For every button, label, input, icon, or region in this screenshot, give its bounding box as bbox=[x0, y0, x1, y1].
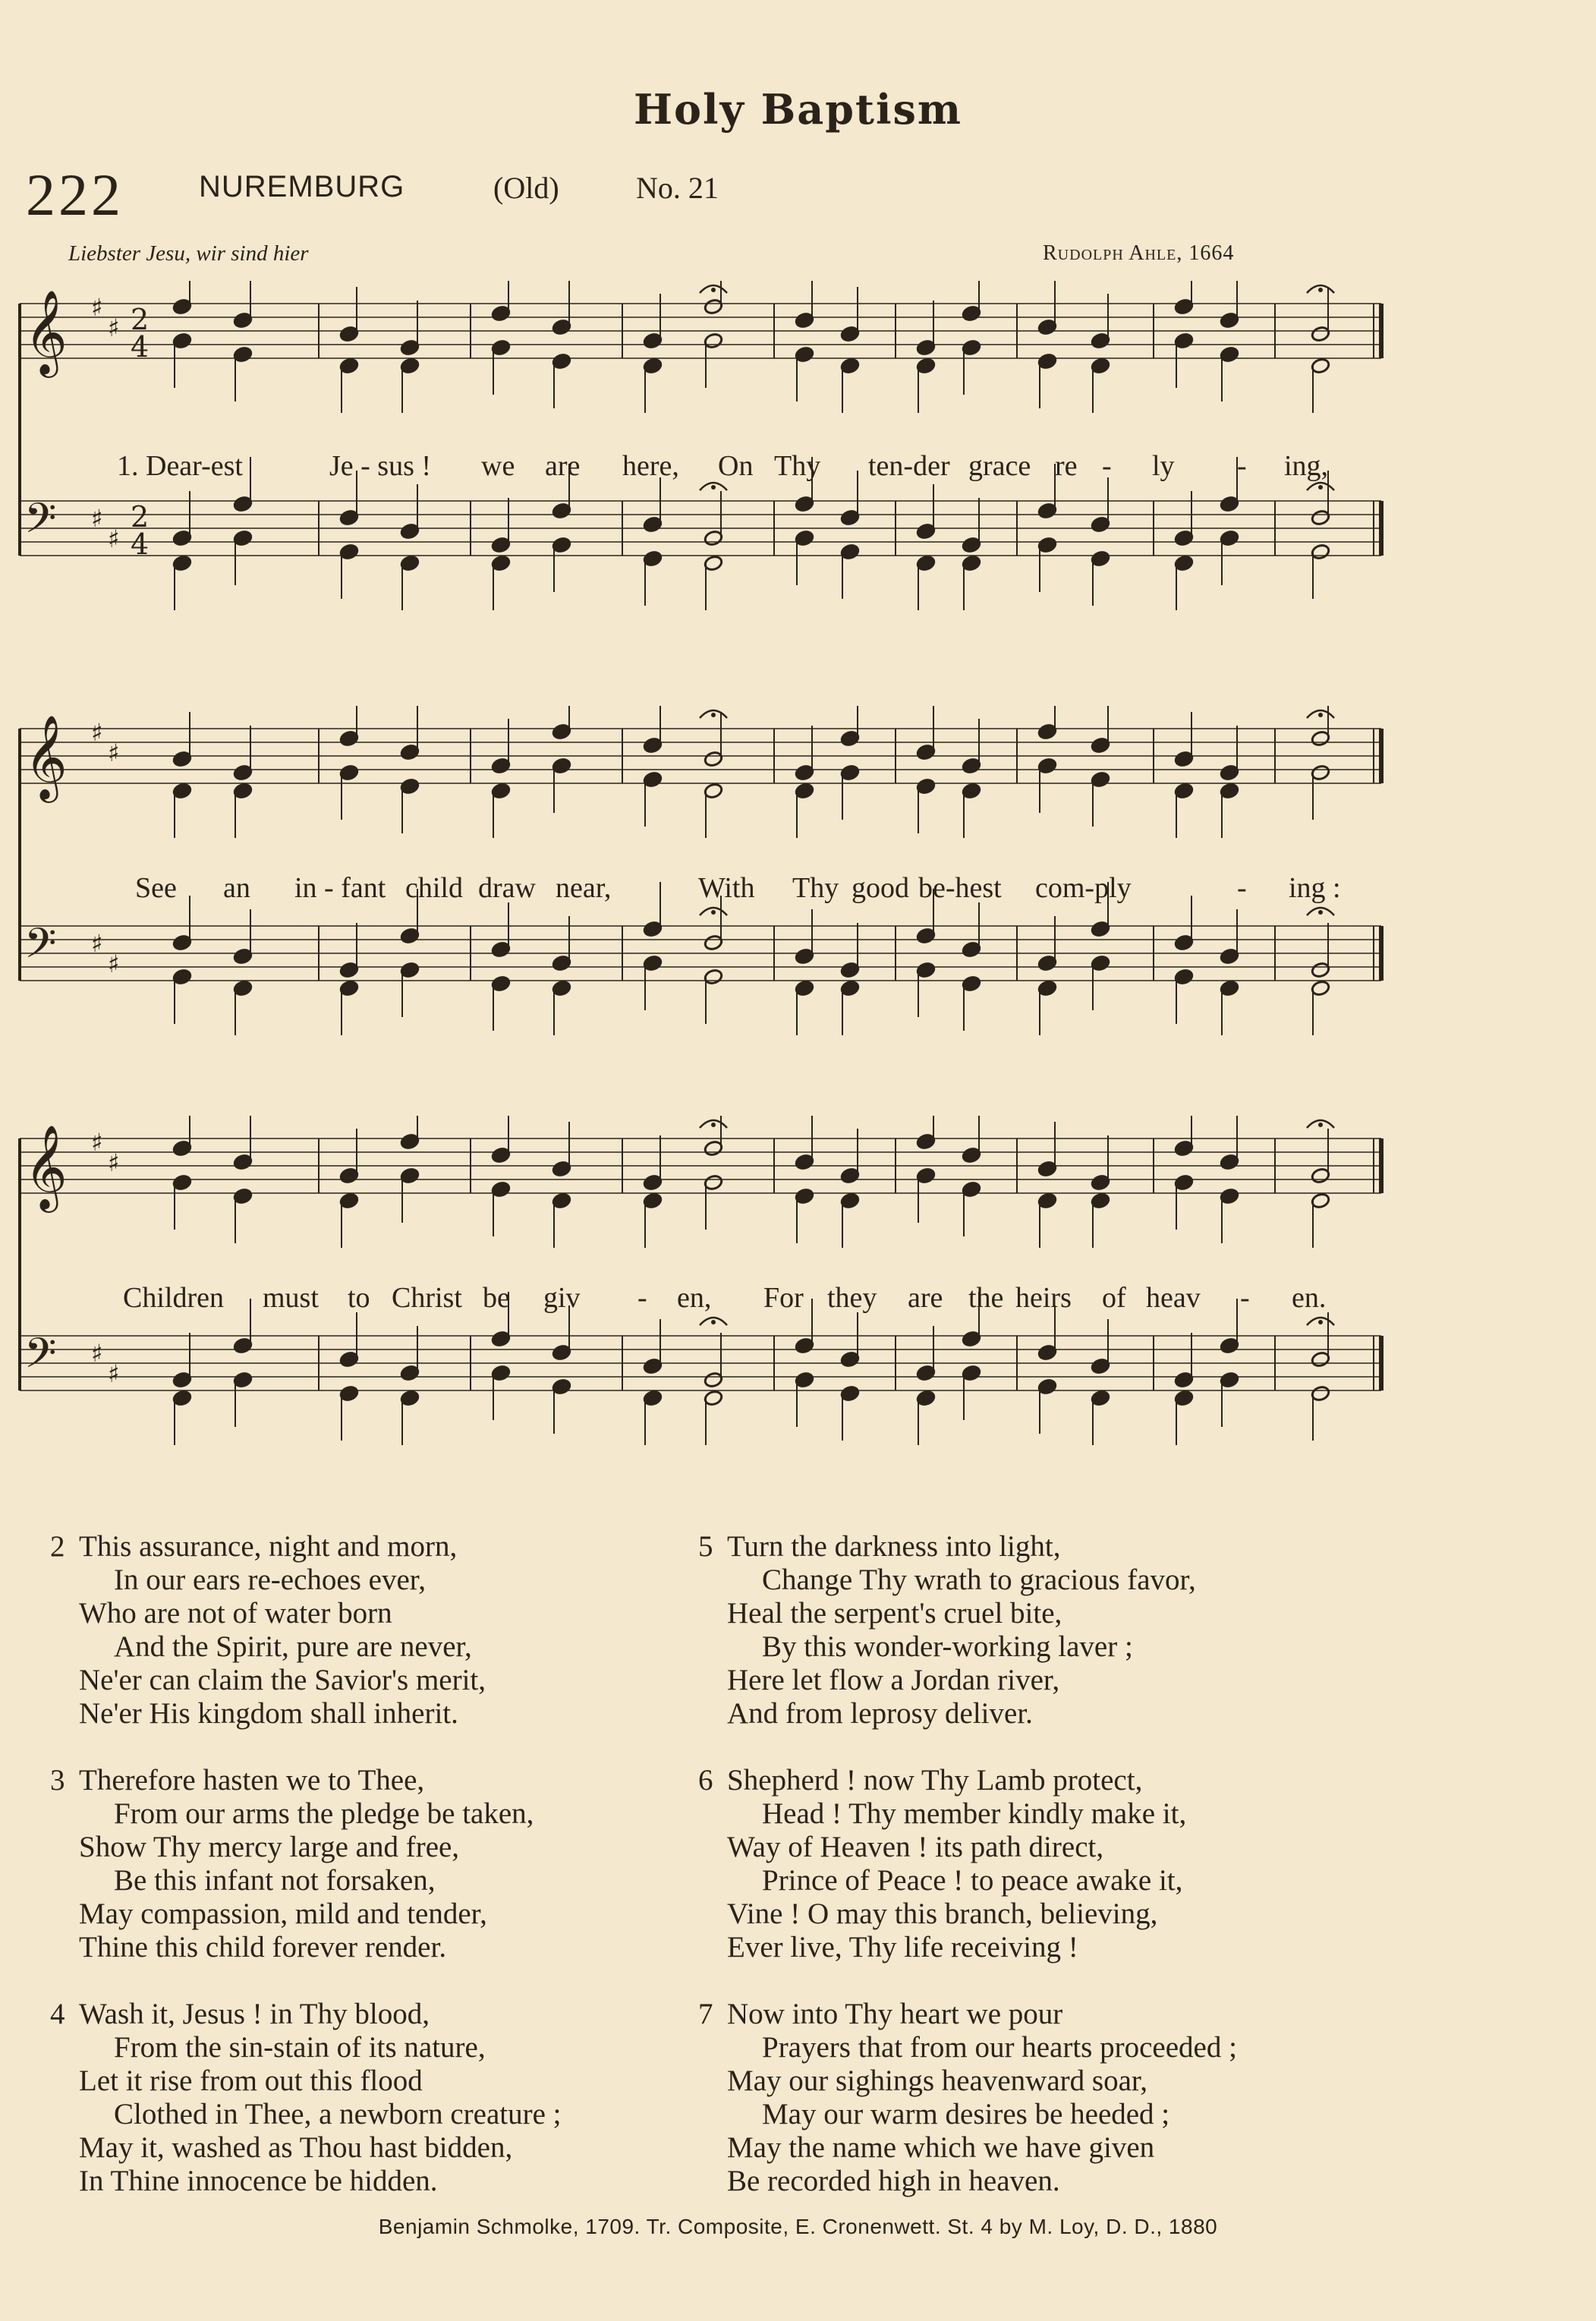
lyric-syllable: - bbox=[1237, 450, 1247, 482]
stanza-line: Who are not of water born bbox=[79, 1597, 392, 1630]
original-german-title: Liebster Jesu, wir sind hier bbox=[68, 241, 309, 266]
sharp-icon: ♯ bbox=[108, 738, 120, 767]
sharp-icon: ♯ bbox=[91, 504, 103, 533]
stanza-line: And the Spirit, pure are never, bbox=[114, 1630, 472, 1663]
music-system-1 bbox=[15, 281, 1389, 676]
lyric-syllable: heirs bbox=[1015, 1282, 1072, 1314]
lyric-syllable: are bbox=[545, 450, 581, 482]
sharp-icon: ♯ bbox=[91, 718, 103, 747]
fermata-dot bbox=[711, 713, 716, 717]
fermata-dot bbox=[1318, 485, 1323, 490]
stanza-line: Here let flow a Jordan river, bbox=[727, 1664, 1060, 1696]
stanza-line: From our arms the pledge be taken, bbox=[114, 1797, 534, 1830]
lyric-line-3 bbox=[15, 1281, 1389, 1315]
lyric-line-2 bbox=[15, 871, 1389, 905]
stanza-line: In our ears re-echoes ever, bbox=[114, 1564, 426, 1596]
lyric-syllable: grace bbox=[968, 450, 1031, 482]
lyric-syllable: With bbox=[698, 872, 755, 904]
lyric-syllable: the bbox=[968, 1282, 1004, 1314]
lyric-syllable: On bbox=[718, 450, 754, 482]
sheet-music-system-3 bbox=[15, 1116, 1389, 1526]
sharp-icon: ♯ bbox=[108, 313, 120, 342]
stanza-line: Now into Thy heart we pour bbox=[727, 1998, 1063, 2030]
sharp-icon: ♯ bbox=[91, 293, 103, 322]
music-system-3 bbox=[15, 1116, 1389, 1526]
lyric-line-1 bbox=[15, 449, 1389, 483]
stanza-number: 5 bbox=[698, 1530, 713, 1563]
stanza-line: Prince of Peace ! to peace awake it, bbox=[762, 1864, 1183, 1897]
lyric-syllable: of bbox=[1102, 1282, 1126, 1314]
stanza-number: 6 bbox=[698, 1764, 713, 1797]
stanza-line: Wash it, Jesus ! in Thy blood, bbox=[79, 1998, 430, 2030]
lyric-syllable: - bbox=[1240, 1282, 1250, 1314]
hymn-number: 222 bbox=[26, 162, 124, 228]
stanza-number: 2 bbox=[50, 1530, 65, 1563]
lyric-syllable: - bbox=[1102, 450, 1112, 482]
stanza-5 bbox=[698, 1530, 1196, 1731]
stanza-number: 7 bbox=[698, 1998, 713, 2030]
sharp-icon: ♯ bbox=[91, 1339, 103, 1368]
tune-number: No. 21 bbox=[636, 171, 719, 205]
stanza-line: May it, washed as Thou hast bidden, bbox=[79, 2131, 513, 2164]
lyric-syllable: Thy bbox=[792, 872, 839, 904]
bass-clef-icon: 𝄢 bbox=[24, 494, 57, 553]
stanza-line: Clothed in Thee, a newborn creature ; bbox=[114, 2098, 562, 2130]
lyric-syllable: com-ply bbox=[1035, 872, 1132, 904]
stanza-line: Way of Heaven ! its path direct, bbox=[727, 1831, 1104, 1863]
lyric-syllable: Children bbox=[123, 1282, 224, 1314]
lyric-syllable: child bbox=[405, 872, 463, 904]
lyric-syllable: en. bbox=[1292, 1282, 1327, 1314]
stanza-4 bbox=[50, 1998, 562, 2198]
stanza-line: Prayers that from our hearts proceeded ; bbox=[762, 2031, 1237, 2064]
stanza-line: In Thine innocence be hidden. bbox=[79, 2165, 438, 2197]
stanza-line: And from leprosy deliver. bbox=[727, 1697, 1033, 1730]
lyric-syllable: be-hest bbox=[918, 872, 1002, 904]
fermata-dot bbox=[711, 1320, 716, 1324]
lyric-syllable: an bbox=[223, 872, 250, 904]
stanza-line: Head ! Thy member kindly make it, bbox=[762, 1797, 1187, 1830]
lyric-syllable: draw bbox=[478, 872, 536, 904]
lyric-syllable: 1. Dear-est bbox=[117, 450, 243, 482]
stanza-line: Ne'er His kingdom shall inherit. bbox=[79, 1697, 458, 1730]
lyric-syllable: are bbox=[908, 1282, 943, 1314]
stanza-line: May our sighings heavenward soar, bbox=[727, 2064, 1148, 2097]
lyric-syllable: ing, bbox=[1284, 450, 1329, 482]
fermata-dot bbox=[1318, 910, 1323, 915]
lyric-syllable: good bbox=[852, 872, 909, 904]
fermata-dot bbox=[711, 1123, 716, 1127]
lyric-syllable: they bbox=[827, 1282, 877, 1314]
stanza-line: May our warm desires be heeded ; bbox=[762, 2098, 1170, 2130]
lyric-syllable: to bbox=[348, 1282, 370, 1314]
lyric-syllable: For bbox=[763, 1282, 804, 1314]
stanza-line: Heal the serpent's cruel bite, bbox=[727, 1597, 1062, 1630]
sharp-icon: ♯ bbox=[91, 1128, 103, 1157]
stanza-3 bbox=[50, 1764, 534, 1964]
stanza-line: This assurance, night and morn, bbox=[79, 1530, 458, 1563]
bass-clef-icon: 𝄢 bbox=[24, 919, 57, 978]
stanza-line: Vine ! O may this branch, believing, bbox=[727, 1897, 1158, 1930]
bass-clef-icon: 𝄢 bbox=[24, 1329, 57, 1387]
lyric-syllable: Je - sus ! bbox=[329, 450, 432, 482]
fermata-dot bbox=[1318, 1320, 1323, 1324]
stanza-line: May compassion, mild and tender, bbox=[79, 1897, 487, 1930]
lyric-syllable: near, bbox=[556, 872, 612, 904]
lyric-syllable: ing : bbox=[1289, 872, 1341, 904]
sharp-icon: ♯ bbox=[91, 929, 103, 958]
tune-meter: (Old) bbox=[493, 171, 559, 205]
fermata-dot bbox=[1318, 1123, 1323, 1127]
stanza-7 bbox=[698, 1998, 1237, 2198]
stanza-line: Be this infant not forsaken, bbox=[114, 1864, 436, 1897]
lyric-syllable: in - fant bbox=[294, 872, 386, 904]
fermata-dot bbox=[711, 288, 716, 292]
sharp-icon: ♯ bbox=[108, 1148, 120, 1177]
lyric-syllable: here, bbox=[622, 450, 679, 482]
fermata-dot bbox=[1318, 713, 1323, 717]
lyric-syllable: Thy bbox=[774, 450, 821, 482]
lyric-syllable: be bbox=[483, 1282, 510, 1314]
stanza-line: By this wonder-working laver ; bbox=[762, 1630, 1133, 1663]
treble-clef-icon: 𝄞 bbox=[24, 289, 68, 374]
music-system-2 bbox=[15, 706, 1389, 1101]
time-signature-denominator: 4 bbox=[131, 528, 150, 561]
sharp-icon: ♯ bbox=[108, 1359, 120, 1388]
sharp-icon: ♯ bbox=[108, 524, 120, 553]
lyric-syllable: giv bbox=[543, 1282, 581, 1314]
treble-clef-icon: 𝄞 bbox=[24, 1124, 68, 1209]
stanza-2 bbox=[50, 1530, 486, 1731]
footer-credit: Benjamin Schmolke, 1709. Tr. Composite, E. Cronenwett. St. 4 by M. Loy, D. D., 1880 bbox=[378, 2215, 1218, 2238]
lyric-syllable: must bbox=[263, 1282, 319, 1314]
tune-name: NUREMBURG bbox=[199, 170, 405, 203]
stanza-line: Thine this child forever render. bbox=[79, 1931, 447, 1964]
fermata-dot bbox=[1318, 288, 1323, 292]
stanza-6 bbox=[698, 1764, 1187, 1964]
fermata-dot bbox=[711, 910, 716, 915]
time-signature-numerator: 2 bbox=[131, 500, 150, 534]
lyric-syllable: re bbox=[1055, 450, 1078, 482]
lyric-syllable: ten-der bbox=[868, 450, 950, 482]
stanza-line: Therefore hasten we to Thee, bbox=[79, 1764, 425, 1797]
stanza-line: Show Thy mercy large and free, bbox=[79, 1831, 460, 1863]
stanza-line: Change Thy wrath to gracious favor, bbox=[762, 1564, 1196, 1596]
lyric-syllable: Christ bbox=[392, 1282, 462, 1314]
stanza-line: From the sin-stain of its nature, bbox=[114, 2031, 486, 2064]
stanza-line: Ne'er can claim the Savior's merit, bbox=[79, 1664, 486, 1696]
stanza-line: Ever live, Thy life receiving ! bbox=[727, 1931, 1078, 1964]
stanza-line: Shepherd ! now Thy Lamb protect, bbox=[727, 1764, 1143, 1797]
stanza-line: Let it rise from out this flood bbox=[79, 2064, 423, 2097]
page-heading: Holy Baptism bbox=[633, 85, 963, 134]
stanza-line: Be recorded high in heaven. bbox=[727, 2165, 1060, 2197]
fermata-dot bbox=[711, 485, 716, 490]
sharp-icon: ♯ bbox=[108, 950, 120, 978]
stanza-line: Turn the darkness into light, bbox=[727, 1530, 1061, 1563]
treble-clef-icon: 𝄞 bbox=[24, 714, 68, 799]
stanza-number: 4 bbox=[50, 1998, 65, 2030]
lyric-syllable: we bbox=[481, 450, 515, 482]
stanza-line: May the name which we have given bbox=[727, 2131, 1155, 2164]
time-signature-numerator: 2 bbox=[131, 303, 150, 336]
composer-credit: Rudolph Ahle, 1664 bbox=[1043, 241, 1235, 265]
lyric-syllable: en, bbox=[677, 1282, 712, 1314]
lyric-syllable: ly bbox=[1152, 450, 1175, 482]
lyric-syllable: heav bbox=[1146, 1282, 1201, 1314]
lyric-syllable: - bbox=[637, 1282, 647, 1314]
stanza-number: 3 bbox=[50, 1764, 65, 1797]
time-signature-denominator: 4 bbox=[131, 330, 150, 364]
lyric-syllable: - bbox=[1237, 872, 1247, 904]
lyric-syllable: See bbox=[135, 872, 177, 904]
